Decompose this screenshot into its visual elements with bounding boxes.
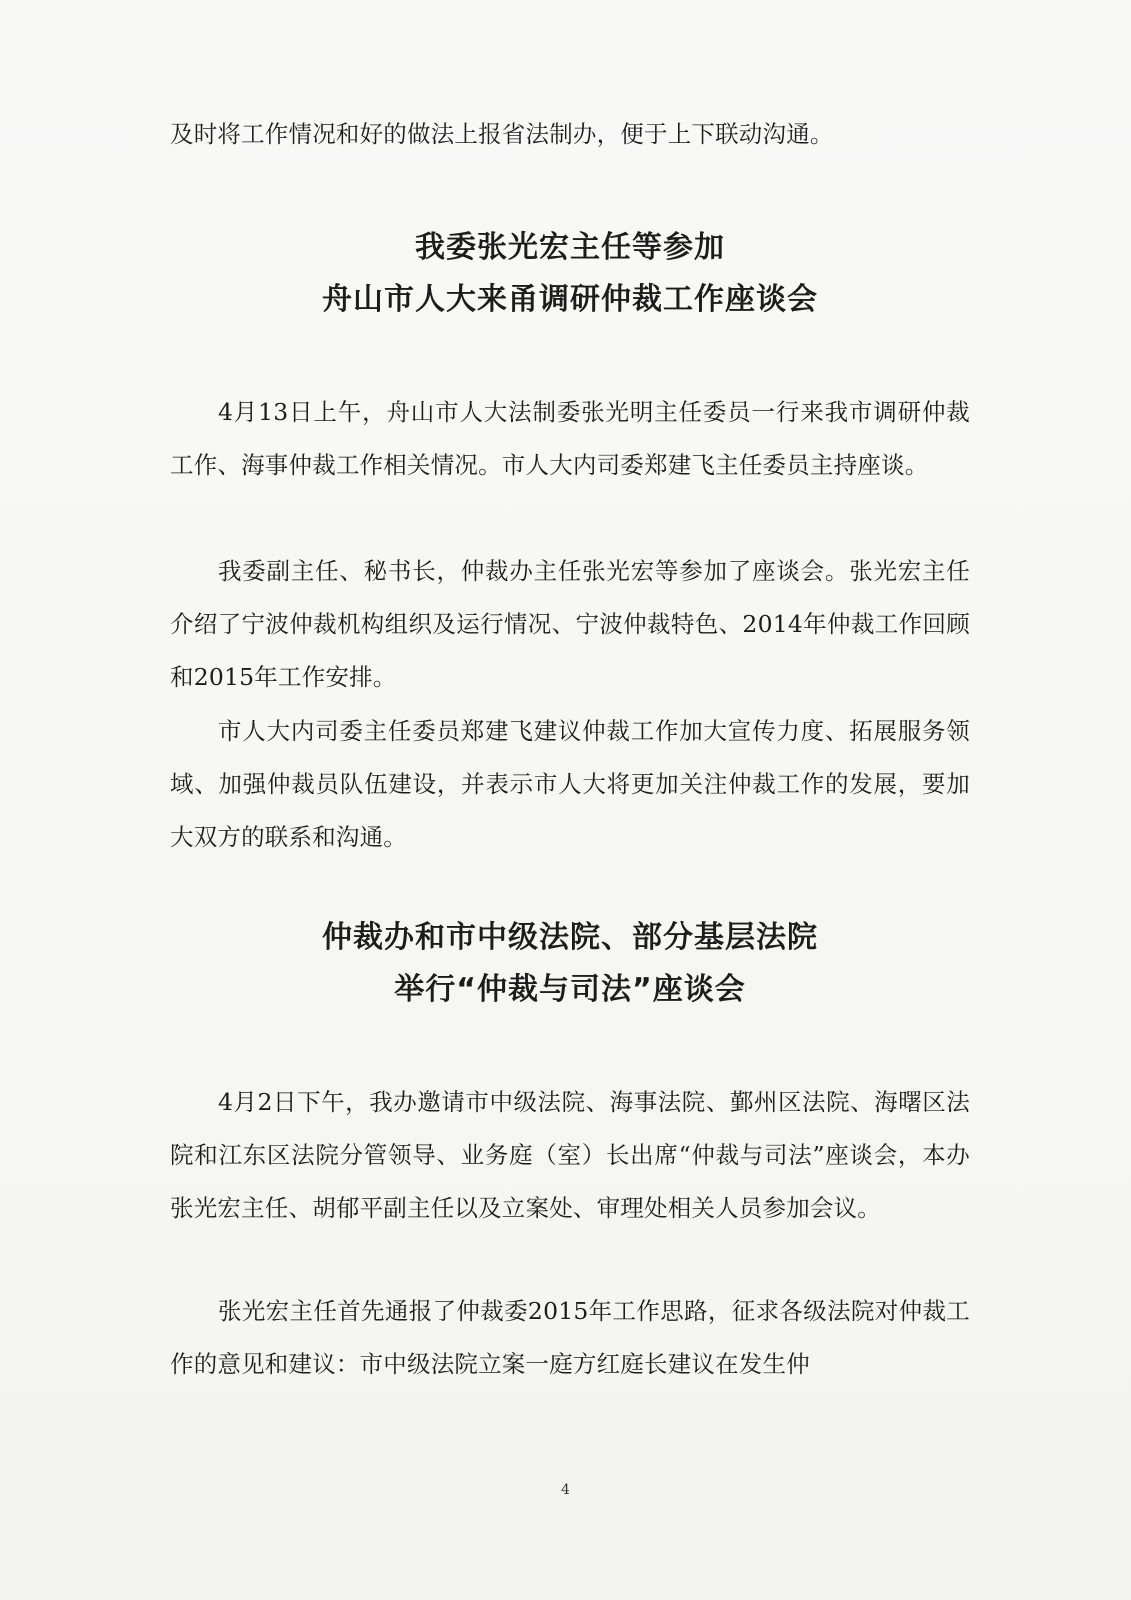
section2-title-line2: 举行“仲裁与司法”座谈会	[394, 972, 746, 1007]
section1-paragraph-1: 4月13日上午，舟山市人大法制委张光明主任委员一行来我市调研仲裁工作、海事仲裁工作相关情况。市人大内司委郑建飞主任委员主持座谈。	[170, 398, 970, 479]
section2-title-line1: 仲裁办和市中级法院、部分基层法院	[322, 920, 818, 955]
section1-paragraph-3: 市人大内司委主任委员郑建飞建议仲裁工作加大宣传力度、拓展服务领域、加强仲裁员队伍建设，并表示市人大将更加关注仲裁工作的发展，要加大双方的联系和沟通。	[170, 717, 970, 851]
section1-title-line2: 舟山市人大来甬调研仲裁工作座谈会	[322, 282, 818, 317]
intro-continuation-paragraph: 及时将工作情况和好的做法上报省法制办，便于上下联动沟通。	[170, 120, 834, 148]
section2-paragraph-2: 张光宏主任首先通报了仲裁委2015年工作思路，征求各级法院对仲裁工作的意见和建议：市中级法院立案一庭方红庭长建议在发生仲	[170, 1297, 970, 1378]
section1-paragraph-2: 我委副主任、秘书长，仲裁办主任张光宏等参加了座谈会。张光宏主任介绍了宁波仲裁机构组织及运行情况、宁波仲裁特色、2014年仲裁工作回顾和2015年工作安排。	[170, 557, 970, 691]
section1-title-line1: 我委张光宏主任等参加	[415, 230, 725, 265]
section2-paragraph-1: 4月2日下午，我办邀请市中级法院、海事法院、鄞州区法院、海曙区法院和江东区法院分管领导、业务庭（室）长出席“仲裁与司法”座谈会，本办张光宏主任、胡郁平副主任以及立案处、审理处相关人员参加会议。	[170, 1088, 970, 1222]
page-number: 4	[561, 1482, 570, 1498]
